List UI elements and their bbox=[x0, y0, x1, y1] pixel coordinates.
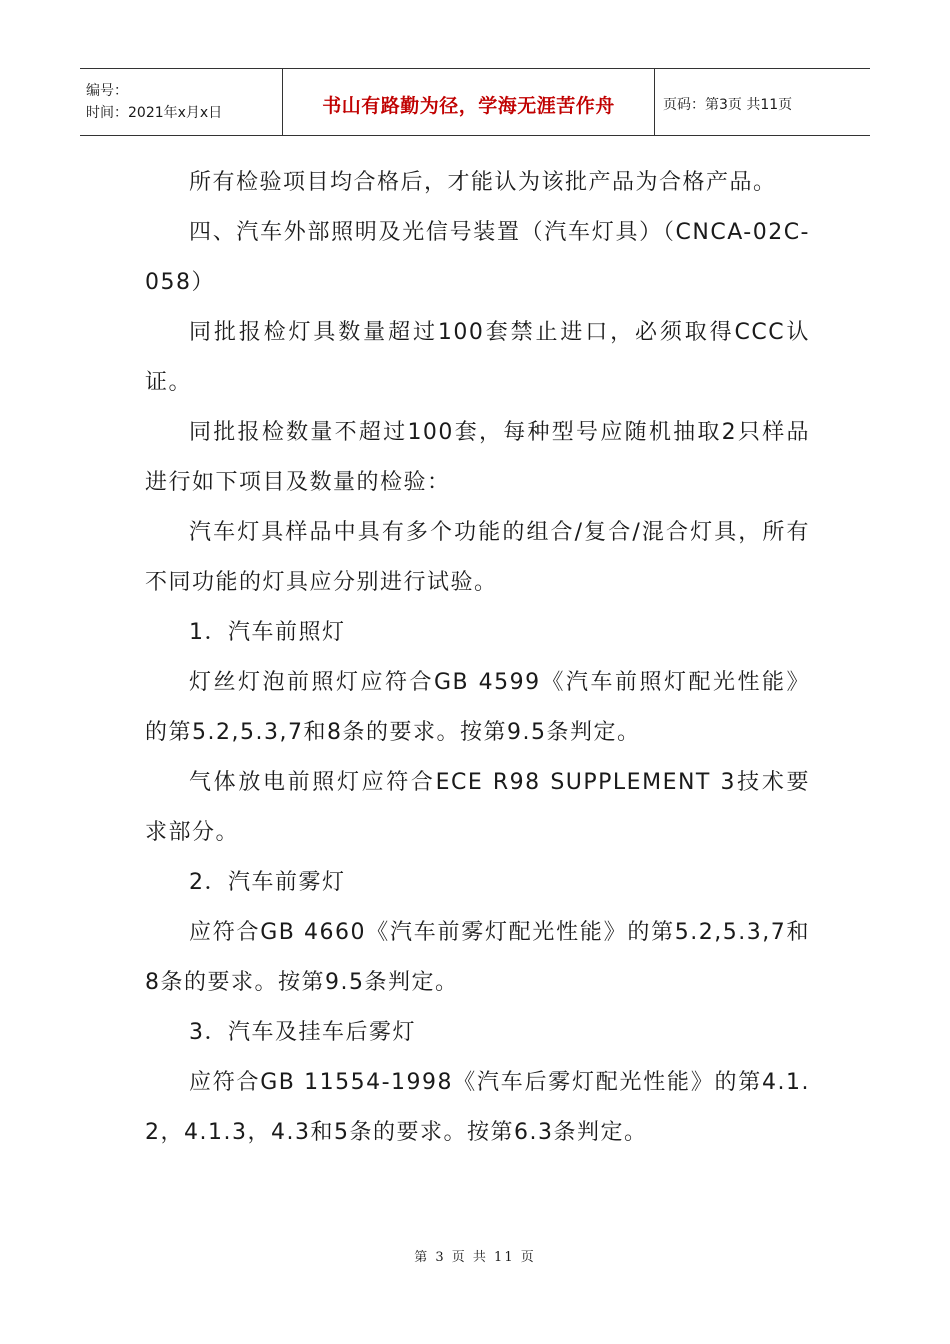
paragraph: 应符合GB 4660《汽车前雾灯配光性能》的第5.2,5.3,7和8条的要求。按第9.5条判定。 bbox=[145, 920, 810, 995]
paragraph: 同批报检灯具数量超过100套禁止进口，必须取得CCC认证。 bbox=[145, 320, 810, 395]
document-body bbox=[145, 158, 810, 1158]
page-header bbox=[80, 68, 870, 136]
header-meta bbox=[80, 69, 283, 135]
subsection-heading: 1．汽车前照灯 bbox=[189, 620, 346, 645]
paragraph: 灯丝灯泡前照灯应符合GB 4599《汽车前照灯配光性能》的第5.2,5.3,7和8条的要求。按第9.5条判定。 bbox=[145, 670, 810, 745]
document-number-label: 编号： bbox=[86, 83, 128, 99]
paragraph: 气体放电前照灯应符合ECE R98 SUPPLEMENT 3技术要求部分。 bbox=[145, 770, 810, 845]
header-motto: 书山有路勤为径，学海无涯苦作舟 bbox=[322, 94, 615, 117]
paragraph: 汽车灯具样品中具有多个功能的组合/复合/混合灯具，所有不同功能的灯具应分别进行试验。 bbox=[145, 520, 810, 595]
header-page-cell bbox=[655, 69, 870, 135]
subsection-heading: 3．汽车及挂车后雾灯 bbox=[189, 1020, 416, 1045]
header-motto-cell bbox=[283, 69, 655, 135]
document-time-label: 时间：2021年x月x日 bbox=[86, 105, 223, 121]
paragraph: 同批报检数量不超过100套，每种型号应随机抽取2只样品进行如下项目及数量的检验： bbox=[145, 420, 810, 495]
section-heading: 四、汽车外部照明及光信号装置（汽车灯具）（CNCA-02C-058） bbox=[145, 220, 810, 295]
paragraph: 应符合GB 11554-1998《汽车后雾灯配光性能》的第4.1.2，4.1.3，4.3和5条的要求。按第6.3条判定。 bbox=[145, 1070, 810, 1145]
page-footer: 第 3 页 共 11 页 bbox=[414, 1250, 536, 1265]
header-page-number: 页码：第3页 共11页 bbox=[663, 97, 793, 113]
paragraph: 所有检验项目均合格后，才能认为该批产品为合格产品。 bbox=[189, 170, 777, 195]
subsection-heading: 2．汽车前雾灯 bbox=[189, 870, 346, 895]
